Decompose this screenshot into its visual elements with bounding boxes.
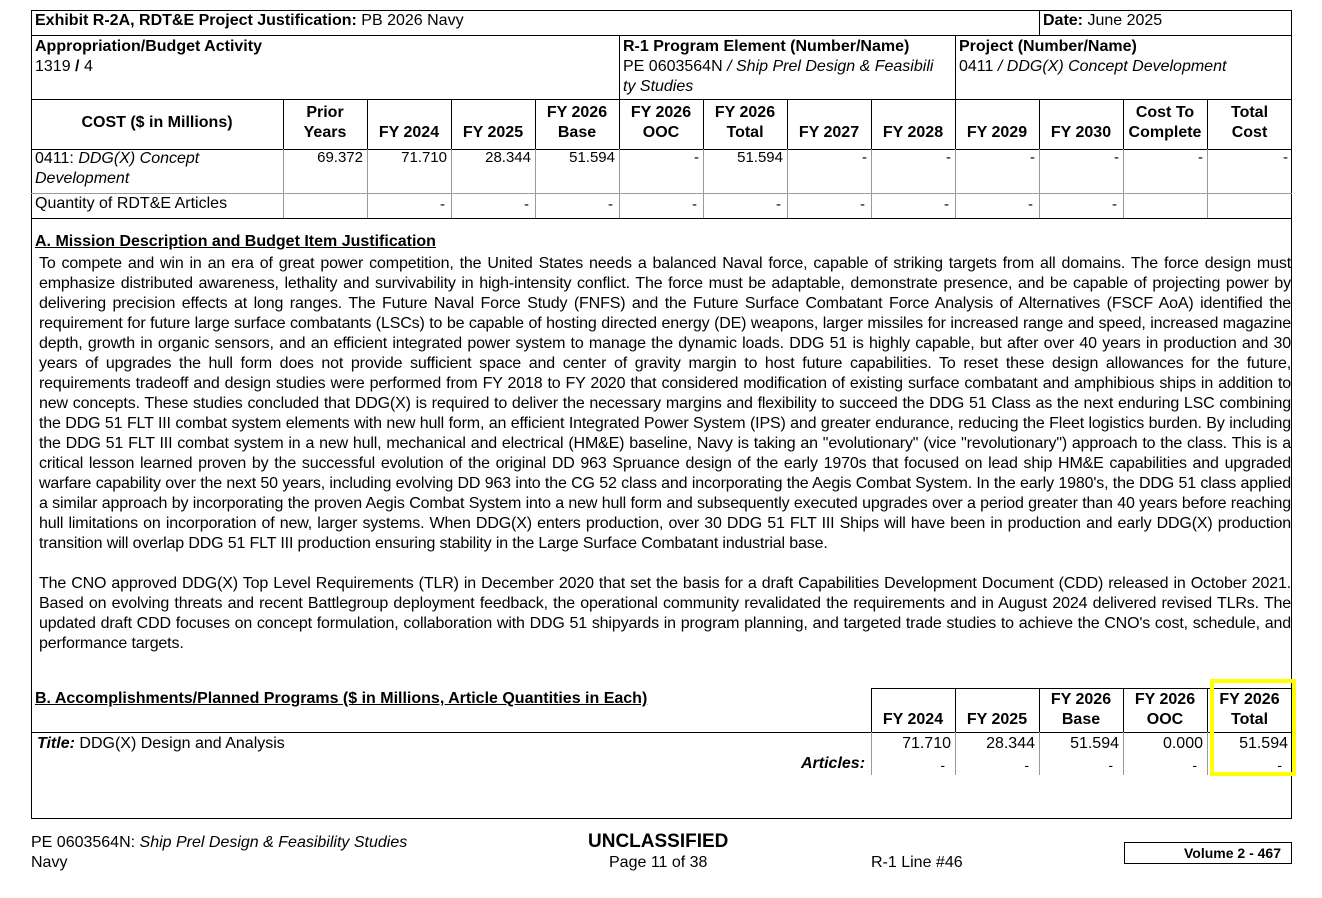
cost-cell: - (862, 149, 867, 166)
cost-cell: - (1283, 149, 1288, 166)
b-column-header: FY 2026 (1134, 691, 1196, 708)
articles-cell: - (608, 196, 613, 213)
b-articles-cell: - (1277, 757, 1282, 773)
section-b-title: B. Accomplishments/Planned Programs ($ in Millions, Article Quantities in Each) (35, 690, 648, 707)
b-articles-cell: - (1024, 757, 1029, 773)
cost-cell: - (1114, 149, 1119, 166)
project-label: Project (Number/Name) (959, 38, 1137, 55)
b-value-cell: 28.344 (986, 735, 1035, 752)
cost-column-header: FY 2028 (882, 124, 944, 141)
b-value-cell: 71.710 (902, 735, 951, 752)
b-column-header: FY 2024 (882, 711, 944, 728)
articles-cell: - (692, 196, 697, 213)
cost-cell: 51.594 (569, 149, 615, 166)
cost-column-header: Years (303, 124, 347, 141)
cost-column-header: Cost (1231, 124, 1268, 141)
cost-cell: - (1030, 149, 1035, 166)
cost-column-header: Prior (306, 104, 344, 121)
appropriation-value: 1319 / 4 (35, 58, 93, 75)
exhibit-date: Date: June 2025 (1043, 12, 1163, 29)
project-number: 0411: (35, 150, 74, 167)
cost-column-header: Total (1230, 104, 1269, 121)
cost-column-header: OOC (642, 124, 680, 141)
footer-classification: UNCLASSIFIED (588, 831, 729, 852)
cost-column-header: FY 2024 (378, 124, 440, 141)
footer-page-number: Page 11 of 38 (609, 854, 708, 871)
cost-column-header: FY 2026 (546, 104, 608, 121)
articles-cell: - (440, 196, 445, 213)
cost-column-header: Cost To (1135, 104, 1195, 121)
articles-cell: - (860, 196, 865, 213)
cost-cell: 28.344 (485, 149, 531, 166)
r1-program-label: R-1 Program Element (Number/Name) (623, 38, 910, 55)
cost-corner-label: COST ($ in Millions) (81, 114, 233, 131)
b-column-header: Total (1230, 711, 1269, 728)
cost-column-header: Total (726, 124, 764, 141)
b-column-header: Base (1061, 711, 1101, 728)
footer-program-element: PE 0603564N: Ship Prel Design & Feasibility Studies (31, 834, 408, 851)
cost-column-header: FY 2029 (966, 124, 1028, 141)
articles-cell: - (944, 196, 949, 213)
cost-column-header: FY 2027 (798, 124, 860, 141)
b-column-header: OOC (1146, 711, 1184, 728)
cost-column-header: Complete (1128, 124, 1202, 141)
r1-program-value: PE 0603564N / Ship Prel Design & Feasibili (623, 58, 934, 75)
b-column-header: FY 2026 (1050, 691, 1112, 708)
cost-cell: - (1198, 149, 1203, 166)
mission-paragraph-1: To compete and win in an era of great power competition, the United States needs a balanced Naval force, capable of striking targets from all domains. The force design must emphasize distributed awareness, lethality and survivability in high-intensity conflict. The force must be adaptable, demonstrate presence, and be capable of projecting power by delivering precision effects at long ranges. The Future Naval Force Study (FNFS) and the Future Surface Combatant Force Analysis of Alternatives (FSCF AoA) identified the requirement for future large surface combatants (LSCs) to be capable of hosting directed energy (DE) weapons, larger missiles for increased range and speed, increased magazine depth, growth in organic sensors, and an efficient integrated power system to manage the dynamic loads. DDG 51 is highly capable, but after over 40 years in production and 30 years of upgrades the hull form does not provide sufficient space and center of gravity margin to host future capabilities. To reset these design allowances for the future, requirements tradeoff and design studies were performed from FY 2018 to FY 2020 that considered modification of existing surface combatant and amphibious ships in addition to new concepts. These studies concluded that DDG(X) is required to deliver the necessary margins and flexibility to succeed the DDG 51 Class as the next enduring LSC combining the DDG 51 FLT III combat system elements with new hull form, an efficient Integrated Power System (IPS) and greater endurance, reducing the Fleet logistics burden. By including the DDG 51 FLT III combat system in a new hull, mechanical and electrical (HM&E) baseline, Navy is taking an "evolutionary" (vice "revolutionary") approach to the class. This is a critical lesson learned proven by the successful evolution of the original DD 963 Spruance design of the early 1970s that focused on lead ship HM&E capabilities and upgraded warfare capability over the next 50 years, including evolving DD 963 into the CG 52 class and incorporating the Aegis Combat System. In the early 1980's, the DDG 51 class applied a similar approach by incorporating the proven Aegis Combat System into a new hull form and subsequently executed upgrades over a period greater than 40 years before reaching hull limitations on incorporation of new, larger systems. When DDG(X) enters production, over 30 DDG 51 FLT III Ships will have been in production and early DDG(X) production transition will overlap DDG 51 FLT III production ensuring stability in the Large Surface Combatant industrial base. (39, 255, 1291, 552)
cost-cell: 69.372 (317, 149, 363, 166)
articles-cell: - (524, 196, 529, 213)
section-a-title: A. Mission Description and Budget Item Justification (35, 233, 436, 250)
r1-program-value-cont: ty Studies (623, 78, 694, 95)
b-value-cell: 51.594 (1239, 735, 1288, 752)
footer-r1-line: R-1 Line #46 (871, 854, 963, 871)
articles-cell: - (776, 196, 781, 213)
b-title-label: Title: (37, 735, 75, 752)
b-column-header: FY 2026 (1219, 691, 1280, 708)
articles-row-label: Quantity of RDT&E Articles (35, 195, 228, 212)
articles-cell: - (1112, 196, 1117, 213)
b-title-value: DDG(X) Design and Analysis (79, 735, 285, 752)
b-articles-cell: - (1108, 757, 1113, 773)
cost-column-header: FY 2025 (462, 124, 524, 141)
b-header-divider (1292, 688, 1293, 732)
mission-paragraph-2: The CNO approved DDG(X) Top Level Requirements (TLR) in December 2020 that set the basis for a draft Capabilities Development Document (CDD) released in October 2021. Based on evolving threats and recent Battlegroup deployment feedback, the operational community revalidated the requirements and in August 2024 delivered revised TLRs. The updated draft CDD focuses on concept formulation, collaboration with DDG 51 shipyards in program planning, and targeted trade studies to achieve the CNO's cost, schedule, and performance targets. (39, 575, 1291, 652)
cost-cell: - (946, 149, 951, 166)
cost-column-header: FY 2026 (630, 104, 692, 121)
articles-cell: - (1028, 196, 1033, 213)
cost-row-label-cont: Development (35, 170, 130, 187)
footer-volume-box: Volume 2 - 467 (1124, 842, 1292, 864)
b-value-cell: 51.594 (1070, 735, 1119, 752)
cost-cell: 71.710 (401, 149, 447, 166)
footer-service: Navy (31, 854, 68, 871)
section-a-body (39, 254, 1291, 654)
b-articles-label: Articles: (801, 755, 866, 772)
cost-cell: - (694, 149, 699, 166)
cost-column-header: FY 2030 (1050, 124, 1112, 141)
project-name: DDG(X) Concept (78, 150, 200, 167)
cost-column-header: FY 2026 (714, 104, 776, 121)
project-value: 0411 / DDG(X) Concept Development (959, 58, 1227, 75)
appropriation-label: Appropriation/Budget Activity (35, 38, 262, 55)
cost-column-header: Base (557, 124, 597, 141)
b-articles-cell: - (940, 757, 945, 773)
b-articles-cell: - (1192, 757, 1197, 773)
b-value-cell: 0.000 (1162, 735, 1203, 752)
cost-cell: 51.594 (737, 149, 783, 166)
exhibit-title: Exhibit R-2A, RDT&E Project Justification: PB 2026 Navy (35, 12, 464, 29)
b-column-header: FY 2025 (966, 711, 1028, 728)
